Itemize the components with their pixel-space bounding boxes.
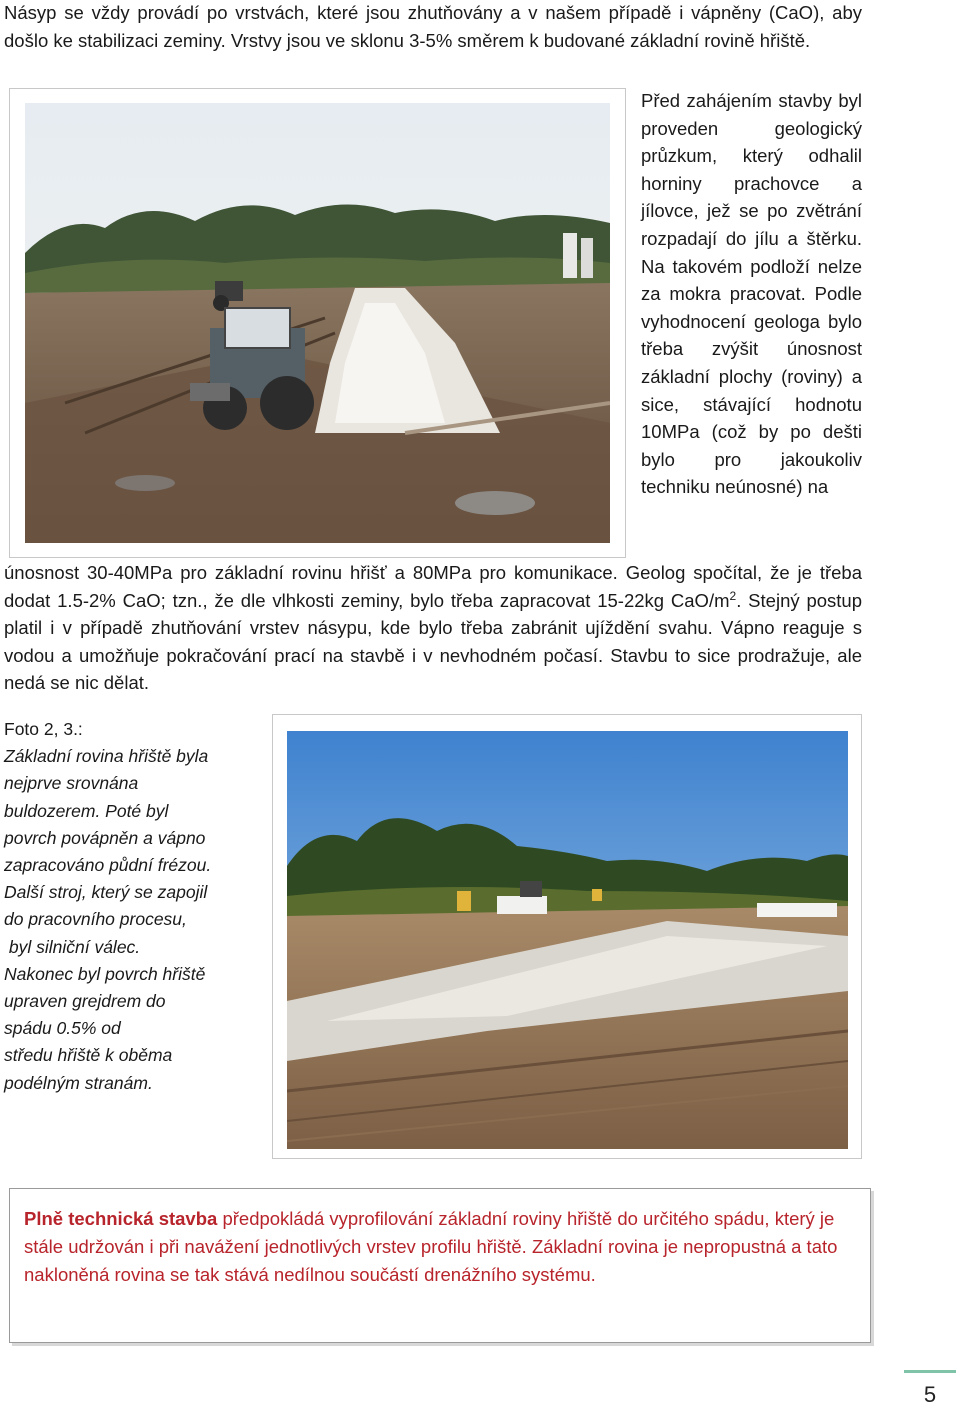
caption-line: spádu 0.5% od bbox=[4, 1018, 121, 1039]
caption-line: Základní rovina hřiště byla bbox=[4, 746, 209, 767]
photo-1-frame bbox=[9, 88, 626, 558]
continuation-text-2: . Stejný postup platil i v případě zhutňování vrstev násypu, kde bylo třeba zabránit ujíždění svahu. Vápno reaguje s vodou a umožňuje pokračování prací na stavbě i v nevhodném počasí. Stavbu to sice prodražuje, ale nedá se nic dělat. bbox=[4, 589, 862, 694]
intro-paragraph: Násyp se vždy provádí po vrstvách, které jsou zhutňovány a v našem případě i vápněny (CaO), aby došlo ke stabilizaci zeminy. Vrstvy jsou ve sklonu 3-5% směrem k budované základní rovině hřiště. bbox=[4, 2, 862, 51]
note-bold-lead: Plně technická stavba bbox=[24, 1208, 218, 1229]
caption-line: byl silniční válec. bbox=[4, 936, 141, 957]
caption-line: upraven grejdrem do bbox=[4, 991, 166, 1012]
caption-line: nejprve srovnána bbox=[4, 773, 139, 794]
caption-line: středu hřiště k oběma bbox=[4, 1045, 173, 1066]
geology-paragraph: Před zahájením stavby byl proveden geologický průzkum, který odhalil horniny prachovce a jílovce, jež se po zvětrání rozpadají do jílu a štěrku. Na takovém podloží nelze za mokra pracovat. Podle vyhodnocení geologa bylo třeba zvýšit únosnost základní plochy (roviny) a sice, stávající hodnotu 10MPa (což by po dešti bylo pro jakoukoliv techniku neúnosné) na bbox=[641, 90, 862, 498]
superscript-2: 2 bbox=[729, 588, 737, 603]
caption-title: Foto 2, 3.: bbox=[4, 719, 83, 739]
photo-tractor-liming bbox=[25, 103, 610, 543]
caption-line: povrch povápněn a vápno bbox=[4, 827, 206, 848]
continuation-text-1: únosnost 30-40MPa pro základní rovinu hřišť a 80MPa pro komunikace. Geolog spočítal, že je třeba dodat 1.5-2% CaO; tzn., že dle vlhkosti zeminy, bylo třeba zapracovat 15-22kg CaO/m bbox=[4, 562, 862, 611]
continuation-paragraph bbox=[4, 559, 862, 697]
page-number: 5 bbox=[904, 1370, 956, 1413]
caption-line: Další stroj, který se zapojil bbox=[4, 882, 208, 903]
note-box bbox=[9, 1188, 871, 1343]
caption-line: podélným stranám. bbox=[4, 1072, 153, 1093]
photo-leveled-base bbox=[287, 731, 848, 1149]
photo-2-frame bbox=[272, 714, 862, 1159]
caption-line: do pracovního procesu, bbox=[4, 909, 187, 930]
note-paragraph bbox=[24, 1205, 858, 1288]
caption-line: zapracováno půdní frézou. bbox=[4, 855, 212, 876]
caption-body bbox=[4, 743, 244, 1097]
photo-caption bbox=[4, 716, 244, 1097]
caption-line: Nakonec byl povrch hřiště bbox=[4, 963, 206, 984]
caption-line: buldozerem. Poté byl bbox=[4, 800, 169, 821]
note-text: předpokládá vyprofilování základní roviny hřiště do určitého spádu, který je stále udržován i při navážení jednotlivých vrstev profilu hřiště. Základní rovina je nepropustná a tato nakloněná rovina se tak stává nedílnou součástí drenážního systému. bbox=[24, 1208, 838, 1285]
